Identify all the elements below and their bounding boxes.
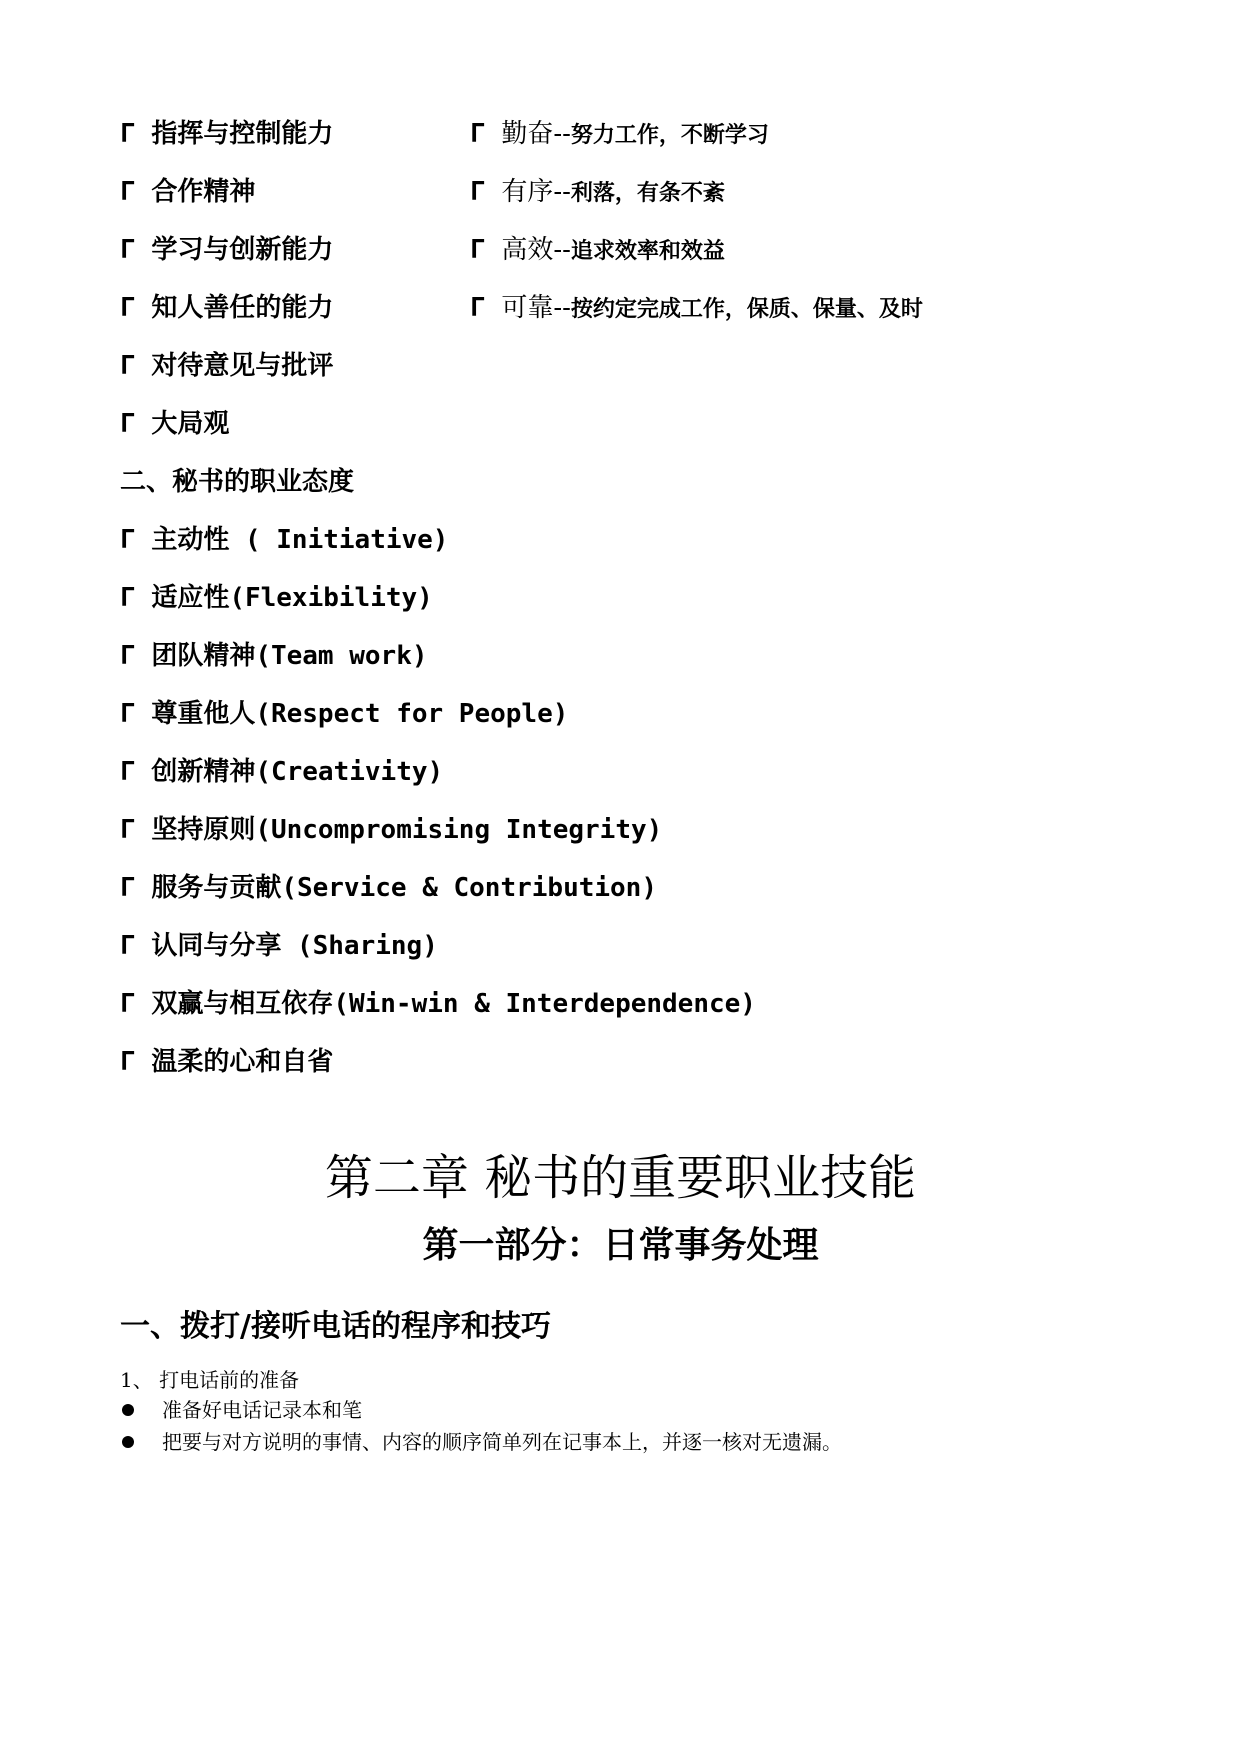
quality-term: 可靠--: [501, 293, 571, 323]
list-item: Γ 认同与分享 (Sharing): [120, 931, 438, 961]
bullet-mark: Γ: [120, 177, 136, 207]
bullet-mark: Γ: [120, 351, 136, 381]
quality-desc: 按约定完成工作，保质、保量、及时: [570, 297, 923, 322]
bullet-dot-icon: [122, 1404, 134, 1416]
list-item: Γ 合作精神: [120, 177, 256, 207]
quality-desc: 努力工作，不断学习: [570, 123, 769, 148]
bullet-mark: Γ: [120, 1047, 136, 1077]
list-item: Γ 对待意见与批评: [120, 351, 334, 381]
bullet-mark: Γ: [120, 583, 136, 613]
bullet-mark: Γ: [120, 119, 136, 149]
quality-term: 高效--: [501, 235, 571, 265]
bullet-mark: Γ: [120, 757, 136, 787]
list-item: Γ 尊重他人(Respect for People): [120, 699, 569, 729]
quality-desc: 追求效率和效益: [570, 239, 725, 264]
step-label: 1、 打电话前的准备: [120, 1368, 300, 1392]
bullet-mark: Γ: [120, 641, 136, 671]
list-item: 准备好电话记录本和笔: [120, 1396, 362, 1424]
quality-item: [470, 292, 923, 326]
list-item: Γ 坚持原则(Uncompromising Integrity): [120, 815, 663, 845]
section-heading: 一、拨打/接听电话的程序和技巧: [120, 1309, 551, 1344]
bullet-mark: Γ: [120, 873, 136, 903]
bullet-mark: Γ: [470, 235, 486, 265]
bullet-mark: Γ: [120, 525, 136, 555]
bullet-mark: Γ: [120, 931, 136, 961]
bullet-mark: Γ: [470, 293, 486, 323]
list-item: Γ 服务与贡献(Service & Contribution): [120, 873, 657, 903]
list-item: Γ 大局观: [120, 409, 230, 439]
list-item: 把要与对方说明的事情、内容的顺序简单列在记事本上，并逐一核对无遗漏。: [120, 1428, 842, 1456]
bullet-mark: Γ: [120, 409, 136, 439]
bullet-mark: Γ: [120, 235, 136, 265]
part-title: 第一部分：日常事务处理: [422, 1225, 819, 1266]
section-heading: 二、秘书的职业态度: [120, 467, 355, 497]
quality-desc: 利落，有条不紊: [570, 181, 725, 206]
list-item: Γ 温柔的心和自省: [120, 1047, 334, 1077]
list-item: Γ 学习与创新能力: [120, 235, 334, 265]
bullet-mark: Γ: [120, 815, 136, 845]
bullet-mark: Γ: [120, 293, 136, 323]
bullet-mark: Γ: [120, 699, 136, 729]
bullet-mark: Γ: [120, 989, 136, 1019]
list-item: Γ 主动性 ( Initiative): [120, 525, 449, 555]
quality-term: 勤奋--: [501, 119, 571, 149]
chapter-title: 第二章 秘书的重要职业技能: [324, 1150, 917, 1206]
quality-term: 有序--: [501, 177, 571, 207]
list-item: Γ 适应性(Flexibility): [120, 583, 433, 613]
list-item: Γ 创新精神(Creativity): [120, 757, 444, 787]
quality-item: [470, 234, 725, 268]
bullet-mark: Γ: [470, 177, 486, 207]
list-item: Γ 指挥与控制能力: [120, 119, 334, 149]
quality-item: [470, 176, 725, 210]
list-item: Γ 团队精神(Team work): [120, 641, 428, 671]
quality-item: [470, 118, 769, 152]
list-item: Γ 知人善任的能力: [120, 293, 334, 323]
bullet-dot-icon: [122, 1436, 134, 1448]
bullet-mark: Γ: [470, 119, 486, 149]
list-item: Γ 双赢与相互依存(Win-win & Interdependence): [120, 989, 756, 1019]
